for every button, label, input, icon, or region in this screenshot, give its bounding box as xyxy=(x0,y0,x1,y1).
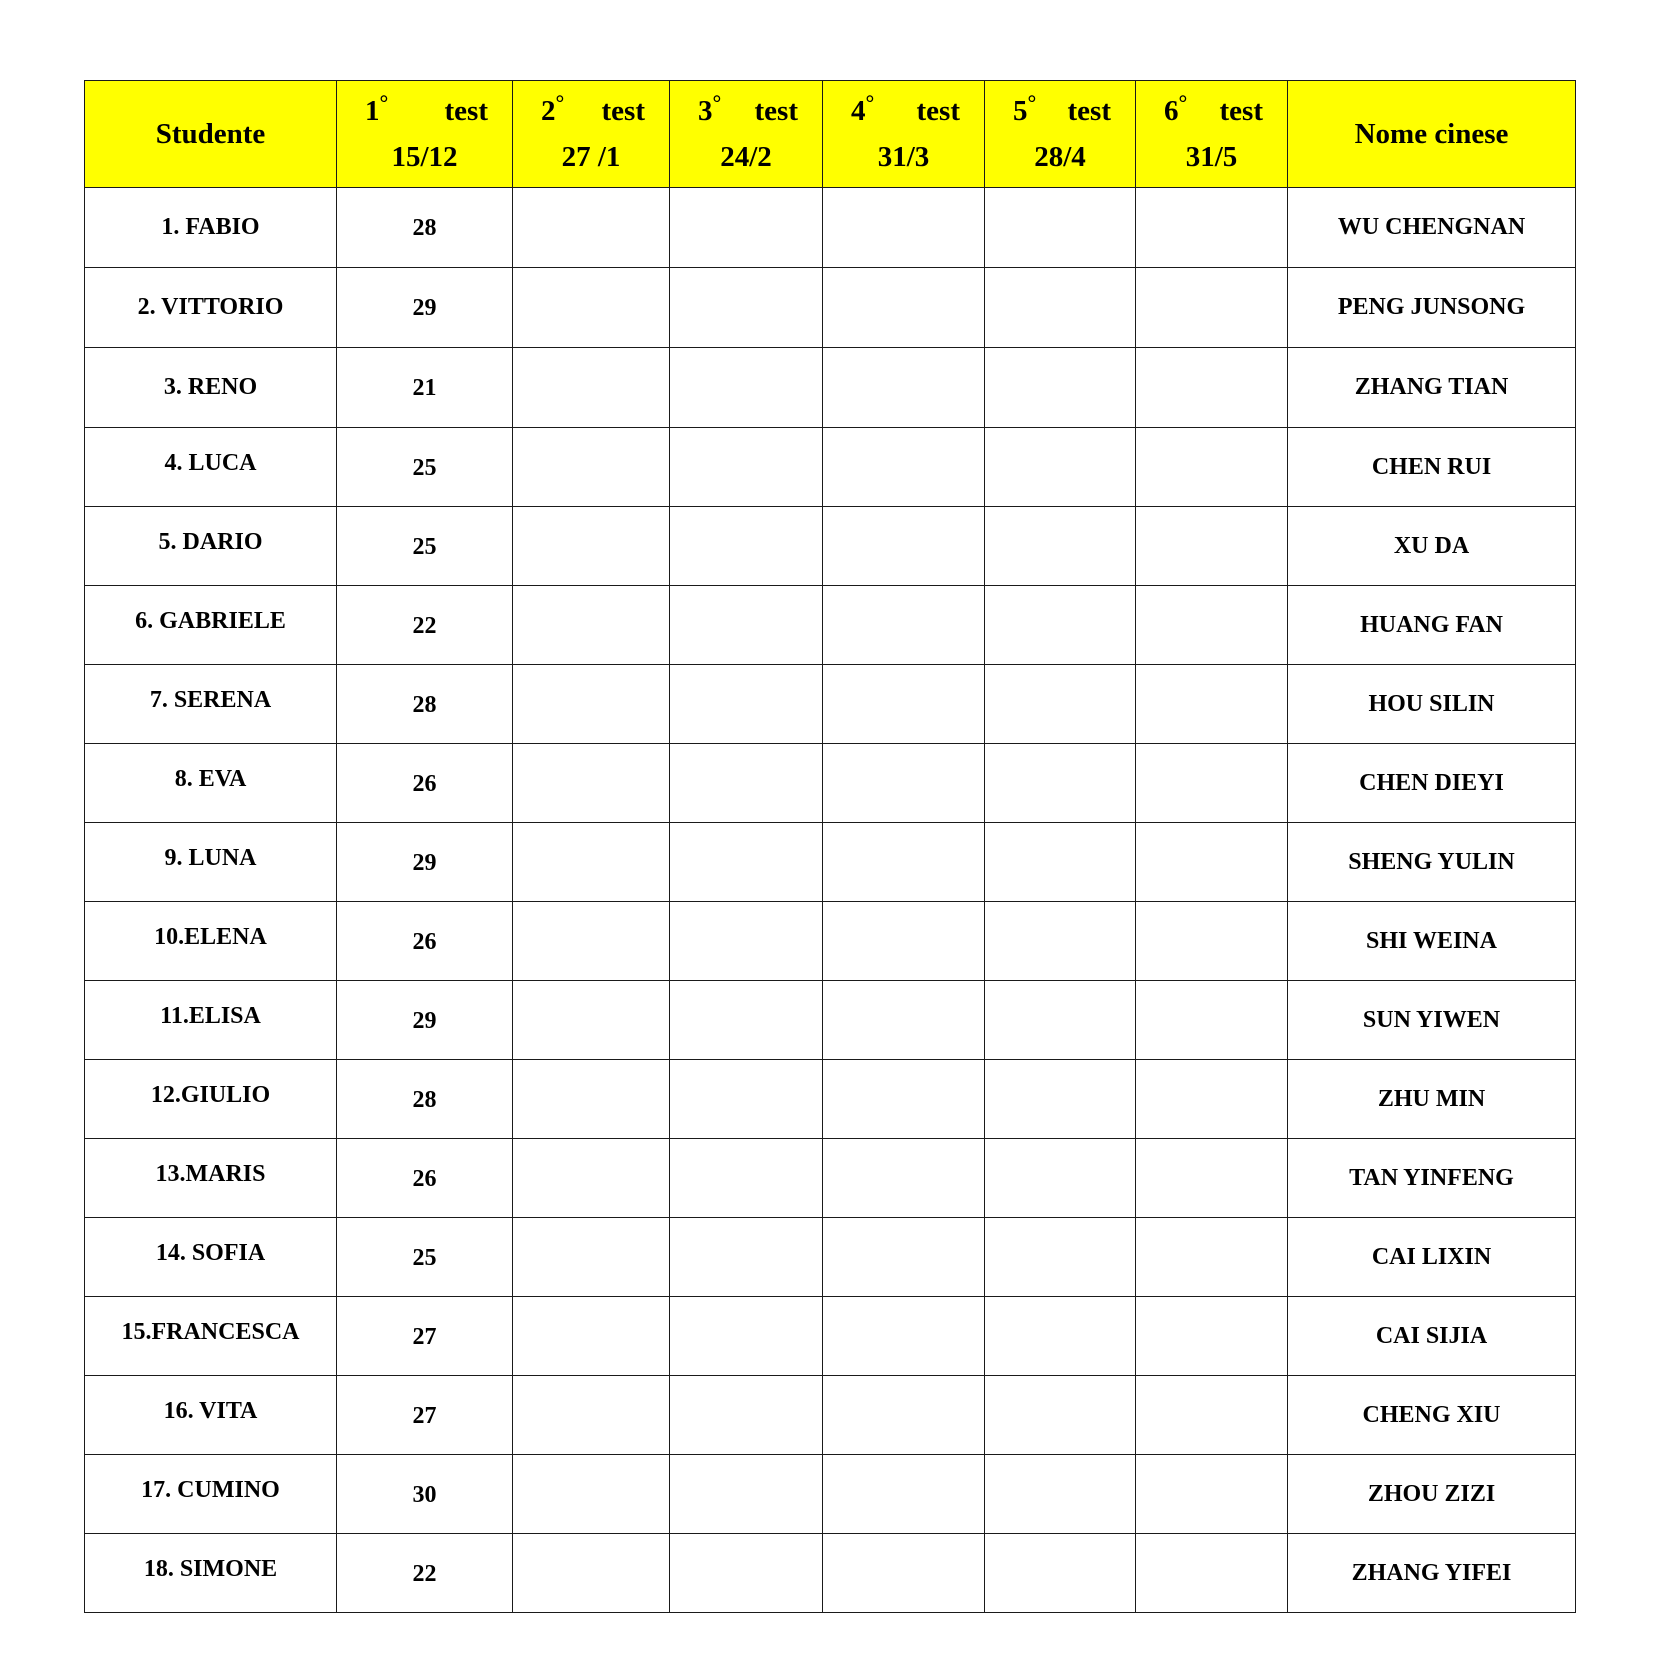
chinese-name-cell xyxy=(1288,665,1576,744)
student-cell xyxy=(85,428,337,507)
test-6-score-cell xyxy=(1136,188,1288,268)
test-5-score-cell xyxy=(985,1218,1136,1297)
chinese-name-cell xyxy=(1288,348,1576,428)
student-name: 18. SIMONE xyxy=(143,1556,278,1582)
test-6-score-cell xyxy=(1136,586,1288,665)
student-cell xyxy=(85,665,337,744)
test-4-score-cell xyxy=(823,188,985,268)
chinese-name: HUANG FAN xyxy=(1360,611,1503,638)
chinese-name-cell xyxy=(1288,981,1576,1060)
test-4-score-cell xyxy=(823,1218,985,1297)
test-1-score-cell xyxy=(337,1218,513,1297)
chinese-name-cell xyxy=(1288,188,1576,268)
test-5-score-cell xyxy=(985,744,1136,823)
header-test-2-number: 2 xyxy=(541,94,556,127)
test-6-score-cell xyxy=(1136,1534,1288,1613)
test-2-score-cell xyxy=(513,1218,670,1297)
test-6-score-cell xyxy=(1136,1376,1288,1455)
table-header xyxy=(85,81,1576,188)
test-4-score-cell xyxy=(823,1376,985,1455)
test-2-score-cell xyxy=(513,586,670,665)
test-6-score-cell xyxy=(1136,428,1288,507)
test-2-score-cell xyxy=(513,507,670,586)
test-1-score-cell xyxy=(337,507,513,586)
student-cell xyxy=(85,348,337,428)
student-cell xyxy=(85,1297,337,1376)
test-2-score-cell xyxy=(513,348,670,428)
test-1-score-cell xyxy=(337,586,513,665)
test-6-score-cell xyxy=(1136,268,1288,348)
test-6-score-cell xyxy=(1136,665,1288,744)
test-6-score-cell xyxy=(1136,1218,1288,1297)
chinese-name-cell xyxy=(1288,1218,1576,1297)
test-1-score: 26 xyxy=(412,770,437,797)
test-3-score-cell xyxy=(670,1060,823,1139)
chinese-name-cell xyxy=(1288,902,1576,981)
test-6-score-cell xyxy=(1136,1060,1288,1139)
chinese-name: ZHANG YIFEI xyxy=(1351,1559,1512,1586)
header-test-5 xyxy=(985,81,1136,188)
table-row xyxy=(85,428,1576,507)
test-3-score-cell xyxy=(670,1218,823,1297)
test-1-score: 29 xyxy=(412,849,437,876)
student-cell xyxy=(85,744,337,823)
chinese-name: HOU SILIN xyxy=(1368,690,1495,717)
test-3-score-cell xyxy=(670,981,823,1060)
header-test-6-word: test xyxy=(1219,94,1263,127)
chinese-name: CAI SIJIA xyxy=(1375,1322,1488,1349)
test-6-score-cell xyxy=(1136,902,1288,981)
header-test-1-degree: ° xyxy=(379,89,389,115)
header-test-5-word: test xyxy=(1067,94,1111,127)
test-2-score-cell xyxy=(513,1139,670,1218)
chinese-name: SHENG YULIN xyxy=(1348,848,1515,875)
test-5-score-cell xyxy=(985,1534,1136,1613)
student-name: 8. EVA xyxy=(174,766,247,792)
chinese-name-cell xyxy=(1288,1297,1576,1376)
test-3-score-cell xyxy=(670,1376,823,1455)
header-test-4 xyxy=(823,81,985,188)
test-5-score-cell xyxy=(985,981,1136,1060)
student-cell xyxy=(85,1139,337,1218)
test-1-score: 21 xyxy=(412,375,437,401)
test-1-score: 27 xyxy=(412,1402,437,1429)
table-row xyxy=(85,1060,1576,1139)
test-1-score: 26 xyxy=(412,928,437,955)
chinese-name: SHI WEINA xyxy=(1366,927,1497,954)
header-test-4-word: test xyxy=(916,94,960,127)
student-cell xyxy=(85,902,337,981)
test-2-score-cell xyxy=(513,1060,670,1139)
chinese-name-cell xyxy=(1288,1455,1576,1534)
test-6-score-cell xyxy=(1136,1297,1288,1376)
grades-table xyxy=(84,80,1576,1613)
test-1-score: 26 xyxy=(412,1165,437,1192)
test-2-score-cell xyxy=(513,1376,670,1455)
chinese-name: TAN YINFENG xyxy=(1349,1164,1514,1191)
test-3-score-cell xyxy=(670,1455,823,1534)
header-student-label: Studente xyxy=(155,117,266,150)
test-5-score-cell xyxy=(985,665,1136,744)
student-name: 4. LUCA xyxy=(164,450,257,476)
test-6-score-cell xyxy=(1136,744,1288,823)
header-test-6-degree: ° xyxy=(1178,89,1188,115)
test-6-score-cell xyxy=(1136,823,1288,902)
header-chinese-name-label: Nome cinese xyxy=(1354,117,1509,150)
test-4-score-cell xyxy=(823,744,985,823)
test-3-score-cell xyxy=(670,744,823,823)
chinese-name-cell xyxy=(1288,1376,1576,1455)
student-name: 12.GIULIO xyxy=(150,1082,271,1108)
test-2-score-cell xyxy=(513,428,670,507)
test-3-score-cell xyxy=(670,1297,823,1376)
test-5-score-cell xyxy=(985,268,1136,348)
test-1-score: 29 xyxy=(412,295,437,321)
student-name: 3. RENO xyxy=(163,374,258,400)
table-row xyxy=(85,665,1576,744)
test-5-score-cell xyxy=(985,586,1136,665)
header-test-1-date: 15/12 xyxy=(391,140,458,173)
test-1-score: 25 xyxy=(412,533,437,560)
test-3-score-cell xyxy=(670,665,823,744)
test-5-score-cell xyxy=(985,1376,1136,1455)
test-1-score: 30 xyxy=(412,1481,437,1508)
chinese-name: WU CHENGNAN xyxy=(1337,214,1526,240)
test-6-score-cell xyxy=(1136,981,1288,1060)
header-row xyxy=(85,81,1576,188)
test-1-score: 25 xyxy=(412,1244,437,1271)
test-4-score-cell xyxy=(823,507,985,586)
test-4-score-cell xyxy=(823,1060,985,1139)
chinese-name: XU DA xyxy=(1393,532,1470,559)
student-name: 7. SERENA xyxy=(149,687,272,713)
test-1-score: 22 xyxy=(412,1560,437,1587)
chinese-name: ZHU MIN xyxy=(1377,1085,1486,1112)
test-2-score-cell xyxy=(513,902,670,981)
header-test-5-number: 5 xyxy=(1013,94,1028,127)
test-5-score-cell xyxy=(985,1455,1136,1534)
test-5-score-cell xyxy=(985,823,1136,902)
student-cell xyxy=(85,586,337,665)
header-test-3 xyxy=(670,81,823,188)
test-5-score-cell xyxy=(985,188,1136,268)
test-1-score-cell xyxy=(337,348,513,428)
table-row xyxy=(85,586,1576,665)
chinese-name: ZHANG TIAN xyxy=(1354,374,1509,400)
chinese-name-cell xyxy=(1288,268,1576,348)
test-3-score-cell xyxy=(670,902,823,981)
header-test-1 xyxy=(337,81,513,188)
table-body xyxy=(85,188,1576,1613)
student-name: 5. DARIO xyxy=(158,529,263,555)
test-3-score-cell xyxy=(670,1534,823,1613)
table-row xyxy=(85,1297,1576,1376)
test-5-score-cell xyxy=(985,1060,1136,1139)
test-3-score-cell xyxy=(670,586,823,665)
test-1-score-cell xyxy=(337,1139,513,1218)
chinese-name-cell xyxy=(1288,1139,1576,1218)
test-3-score-cell xyxy=(670,348,823,428)
student-name: 15.FRANCESCA xyxy=(121,1319,300,1345)
header-test-5-date: 28/4 xyxy=(1034,140,1086,173)
student-name: 2. VITTORIO xyxy=(137,294,284,320)
test-4-score-cell xyxy=(823,348,985,428)
test-3-score-cell xyxy=(670,428,823,507)
test-1-score-cell xyxy=(337,1060,513,1139)
test-5-score-cell xyxy=(985,507,1136,586)
chinese-name-cell xyxy=(1288,507,1576,586)
test-1-score-cell xyxy=(337,744,513,823)
test-2-score-cell xyxy=(513,188,670,268)
table-row xyxy=(85,1218,1576,1297)
chinese-name-cell xyxy=(1288,823,1576,902)
student-cell xyxy=(85,268,337,348)
test-4-score-cell xyxy=(823,981,985,1060)
chinese-name: ZHOU ZIZI xyxy=(1367,1480,1496,1507)
student-cell xyxy=(85,1534,337,1613)
student-cell xyxy=(85,507,337,586)
test-1-score-cell xyxy=(337,428,513,507)
student-name: 16. VITA xyxy=(163,1398,258,1424)
test-4-score-cell xyxy=(823,1534,985,1613)
test-1-score: 22 xyxy=(412,612,437,639)
chinese-name-cell xyxy=(1288,744,1576,823)
header-test-4-number: 4 xyxy=(851,94,866,127)
table-row xyxy=(85,1455,1576,1534)
test-6-score-cell xyxy=(1136,1455,1288,1534)
test-3-score-cell xyxy=(670,188,823,268)
test-1-score-cell xyxy=(337,1455,513,1534)
test-2-score-cell xyxy=(513,981,670,1060)
test-1-score: 28 xyxy=(412,1086,437,1113)
test-5-score-cell xyxy=(985,1297,1136,1376)
student-cell xyxy=(85,1376,337,1455)
header-test-3-number: 3 xyxy=(698,94,713,127)
test-1-score-cell xyxy=(337,268,513,348)
header-test-2-word: test xyxy=(601,94,645,127)
test-6-score-cell xyxy=(1136,507,1288,586)
test-5-score-cell xyxy=(985,348,1136,428)
test-4-score-cell xyxy=(823,1139,985,1218)
header-test-4-degree: ° xyxy=(865,89,875,115)
test-2-score-cell xyxy=(513,268,670,348)
chinese-name: CHEN RUI xyxy=(1371,453,1492,480)
table-row xyxy=(85,823,1576,902)
student-name: 14. SOFIA xyxy=(155,1240,266,1266)
header-test-3-date: 24/2 xyxy=(720,140,772,173)
table-row xyxy=(85,188,1576,268)
test-1-score: 28 xyxy=(412,215,437,241)
student-cell xyxy=(85,823,337,902)
student-name: 1. FABIO xyxy=(161,214,260,240)
test-4-score-cell xyxy=(823,428,985,507)
student-cell xyxy=(85,1455,337,1534)
header-test-4-date: 31/3 xyxy=(877,140,930,173)
test-2-score-cell xyxy=(513,823,670,902)
chinese-name: CHEN DIEYI xyxy=(1359,769,1504,796)
test-4-score-cell xyxy=(823,1297,985,1376)
test-3-score-cell xyxy=(670,268,823,348)
test-1-score: 28 xyxy=(412,691,437,718)
chinese-name-cell xyxy=(1288,586,1576,665)
student-cell xyxy=(85,188,337,268)
student-name: 11.ELISA xyxy=(160,1003,261,1029)
test-4-score-cell xyxy=(823,1455,985,1534)
table-row xyxy=(85,744,1576,823)
student-cell xyxy=(85,1060,337,1139)
test-1-score-cell xyxy=(337,1534,513,1613)
test-3-score-cell xyxy=(670,507,823,586)
test-1-score-cell xyxy=(337,1376,513,1455)
chinese-name-cell xyxy=(1288,1534,1576,1613)
test-2-score-cell xyxy=(513,744,670,823)
student-name: 6. GABRIELE xyxy=(135,608,286,634)
student-name: 13.MARIS xyxy=(155,1161,266,1187)
table-row xyxy=(85,507,1576,586)
test-3-score-cell xyxy=(670,823,823,902)
header-test-2-degree: ° xyxy=(555,89,565,115)
student-cell xyxy=(85,1218,337,1297)
student-name: 17. CUMINO xyxy=(141,1477,280,1503)
test-1-score-cell xyxy=(337,188,513,268)
chinese-name: CAI LIXIN xyxy=(1371,1243,1492,1270)
header-test-3-degree: ° xyxy=(712,89,722,115)
test-4-score-cell xyxy=(823,665,985,744)
header-test-6-date: 31/5 xyxy=(1185,140,1238,173)
table-row xyxy=(85,268,1576,348)
chinese-name-cell xyxy=(1288,428,1576,507)
student-name: 9. LUNA xyxy=(164,845,257,871)
test-5-score-cell xyxy=(985,428,1136,507)
test-5-score-cell xyxy=(985,1139,1136,1218)
test-4-score-cell xyxy=(823,823,985,902)
test-4-score-cell xyxy=(823,586,985,665)
table-row xyxy=(85,1376,1576,1455)
test-6-score-cell xyxy=(1136,1139,1288,1218)
test-1-score-cell xyxy=(337,1297,513,1376)
test-1-score-cell xyxy=(337,981,513,1060)
header-test-3-word: test xyxy=(754,94,798,127)
test-2-score-cell xyxy=(513,665,670,744)
test-2-score-cell xyxy=(513,1297,670,1376)
header-test-1-word: test xyxy=(444,94,488,127)
chinese-name: CHENG XIU xyxy=(1362,1401,1501,1428)
test-5-score-cell xyxy=(985,902,1136,981)
header-test-2 xyxy=(513,81,670,188)
header-test-5-degree: ° xyxy=(1027,89,1037,115)
header-test-6-number: 6 xyxy=(1164,94,1179,127)
test-2-score-cell xyxy=(513,1534,670,1613)
table-row xyxy=(85,348,1576,428)
table-row xyxy=(85,902,1576,981)
chinese-name-cell xyxy=(1288,1060,1576,1139)
test-1-score-cell xyxy=(337,902,513,981)
test-1-score-cell xyxy=(337,823,513,902)
test-1-score: 29 xyxy=(412,1007,437,1034)
table-row xyxy=(85,1139,1576,1218)
test-1-score-cell xyxy=(337,665,513,744)
test-4-score-cell xyxy=(823,902,985,981)
table-row xyxy=(85,981,1576,1060)
header-student xyxy=(85,81,337,188)
header-test-2-date: 27 /1 xyxy=(561,140,621,173)
test-1-score: 25 xyxy=(412,454,437,481)
test-2-score-cell xyxy=(513,1455,670,1534)
table-row xyxy=(85,1534,1576,1613)
chinese-name: SUN YIWEN xyxy=(1362,1006,1501,1033)
student-cell xyxy=(85,981,337,1060)
student-name: 10.ELENA xyxy=(154,924,267,950)
test-1-score: 27 xyxy=(412,1323,437,1350)
test-4-score-cell xyxy=(823,268,985,348)
header-test-6 xyxy=(1136,81,1288,188)
chinese-name: PENG JUNSONG xyxy=(1337,294,1526,320)
header-chinese-name xyxy=(1288,81,1576,188)
header-test-1-number: 1 xyxy=(365,94,380,127)
test-3-score-cell xyxy=(670,1139,823,1218)
test-6-score-cell xyxy=(1136,348,1288,428)
